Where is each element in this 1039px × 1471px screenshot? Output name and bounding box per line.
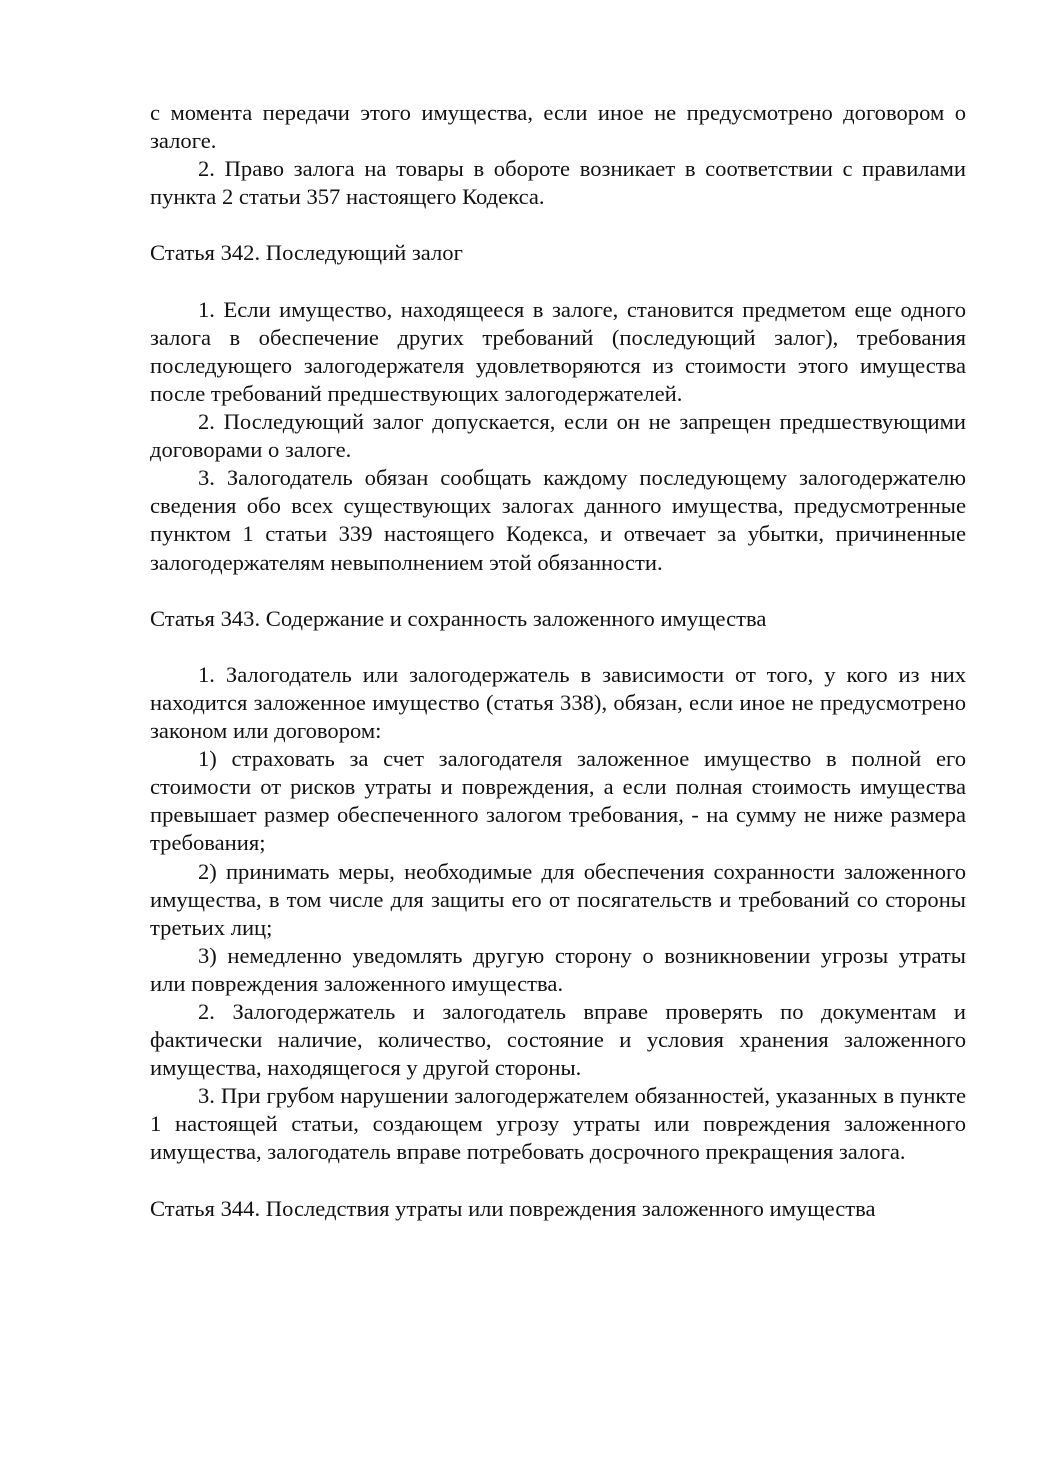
article-heading: Статья 342. Последующий залог [150,240,463,266]
paragraph: 2. Право залога на товары в обороте возникает в соответствии с правилами пункта 2 статьи 357 настоящего Кодекса. [150,156,966,210]
paragraph: 3) немедленно уведомлять другую сторону о возникновении угрозы утраты или повреждения заложенного имущества. [150,942,966,996]
paragraph: с момента передачи этого имущества, если иное не предусмотрено договором о залоге. [150,100,966,154]
article-heading: Статья 344. Последствия утраты или повреждения заложенного имущества [150,1195,876,1221]
paragraph: 2) принимать меры, необходимые для обеспечения сохранности заложенного имущества, в том числе для защиты его от посягательств и требований со стороны третьих лиц; [150,858,966,940]
paragraph: 1) страховать за счет залогодателя заложенное имущество в полной его стоимости от рисков утраты и повреждения, а если полная стоимость имущества превышает размер обеспеченного залогом требования, - на сумму не ниже размера требования; [150,746,966,856]
paragraph: 3. При грубом нарушении залогодержателем обязанностей, указанных в пункте 1 настоящей статьи, создающем угрозу утраты или повреждения заложенного имущества, залогодатель вправе потребовать досрочного прекращения залога. [150,1083,966,1165]
paragraph: 1. Если имущество, находящееся в залоге, становится предметом еще одного залога в обеспечение других требований (последующий залог), требования последующего залогодержателя удовлетворяются из стоимости этого имущества после требований предшествующих залогодержателей. [150,296,966,406]
document-page [150,99,966,1251]
paragraph: 2. Последующий залог допускается, если он не запрещен предшествующими договорами о залоге. [150,409,966,463]
article-heading: Статья 343. Содержание и сохранность заложенного имущества [150,605,767,631]
paragraph: 1. Залогодатель или залогодержатель в зависимости от того, у кого из них находится заложенное имущество (статья 338), обязан, если иное не предусмотрено законом или договором: [150,661,966,744]
paragraph: 2. Залогодержатель и залогодатель вправе проверять по документам и фактически наличие, количество, состояние и условия хранения заложенного имущества, находящегося у другой стороны. [150,999,966,1081]
paragraph: 3. Залогодатель обязан сообщать каждому последующему залогодержателю сведения обо всех существующих залогах данного имущества, предусмотренные пунктом 1 статьи 339 настоящего Кодекса, и отвечает за убытки, причиненные залогодержателям невыполнением этой обязанности. [150,465,966,575]
